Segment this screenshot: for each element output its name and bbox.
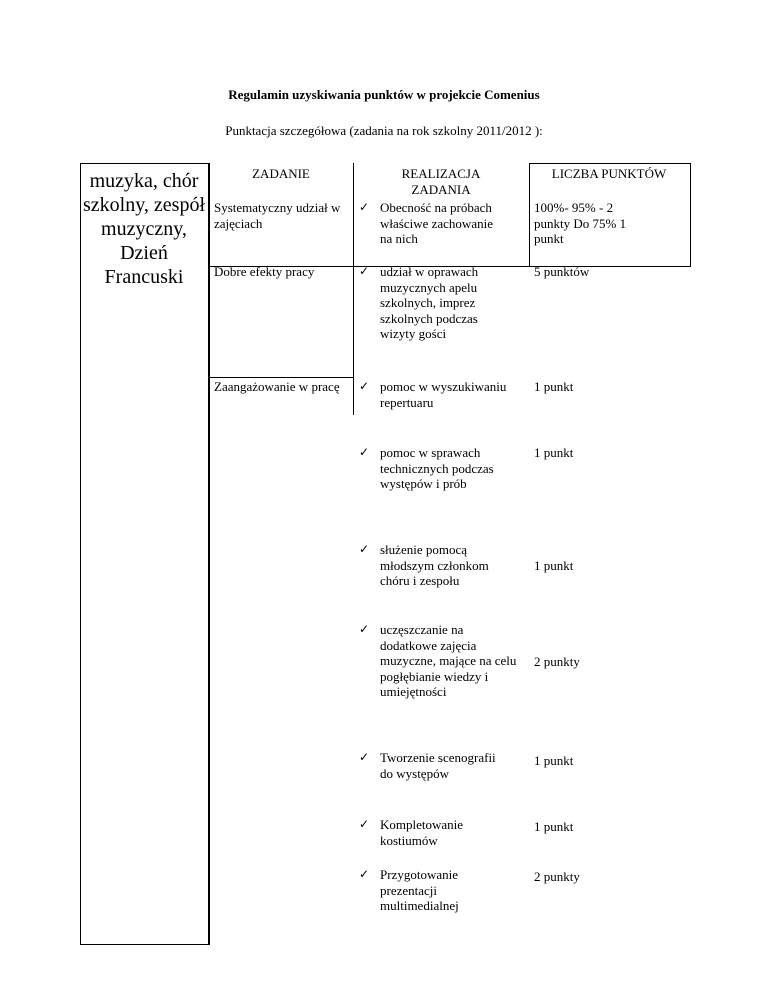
table-border [80, 163, 81, 945]
realization-item [359, 750, 519, 781]
points-cell: 2 punkty [534, 869, 580, 884]
realization-text: uczęszczanie na dodatkowe zajęcia muzyczne, mające na celu pogłębianie wiedzy i umiejętności [380, 622, 517, 700]
check-icon: ✓ [359, 542, 370, 556]
document-subtitle: Punktacja szczegółowa (zadania na rok szkolny 2011/2012 ): [225, 123, 543, 138]
check-icon: ✓ [359, 445, 370, 459]
realization-text: Obecność na próbach właściwe zachowanie na nich [380, 200, 493, 247]
column-divider [209, 163, 210, 945]
document-title: Regulamin uzyskiwania punktów w projekcie Comenius [228, 87, 540, 102]
check-icon: ✓ [359, 867, 370, 881]
table-border [80, 944, 208, 945]
realization-text: Tworzenie scenografii do występów [380, 750, 496, 781]
points-cell: 100%- 95% - 2 punkty Do 75% 1 punkt [534, 200, 627, 247]
realization-item [359, 200, 519, 247]
realization-item [359, 622, 519, 700]
realization-item [359, 264, 519, 342]
task-cell: Zaangażowanie w pracę [214, 379, 340, 394]
realization-text: Kompletowanie kostiumów [380, 817, 464, 848]
table-border [80, 163, 208, 164]
row-divider [209, 377, 354, 378]
points-cell: 2 punkty [534, 654, 580, 669]
subject-cell: muzyka, chór szkolny, zespół muzyczny, Dzień Francuski [82, 170, 205, 288]
realization-text: udział w oprawach muzycznych apelu szkolnych, imprez szkolnych podczas wizyty gości [380, 264, 479, 342]
points-cell: 5 punktów [534, 264, 590, 279]
points-cell: 1 punkt [534, 753, 574, 768]
task-cell: Systematyczny udział w zajęciach [214, 200, 341, 231]
realization-item [359, 542, 519, 589]
header-task: ZADANIE [252, 166, 310, 181]
check-icon: ✓ [359, 264, 370, 278]
realization-text: pomoc w sprawach technicznych podczas występów i prób [380, 445, 494, 492]
check-icon: ✓ [359, 622, 370, 636]
realization-item [359, 379, 519, 410]
realization-text: służenie pomocą młodszym członkom chóru i zespołu [380, 542, 489, 589]
realization-text: Przygotowanie prezentacji multimedialnej [380, 867, 459, 914]
points-cell: 1 punkt [534, 379, 574, 394]
check-icon: ✓ [359, 379, 370, 393]
column-divider [529, 163, 530, 267]
points-cell: 1 punkt [534, 558, 574, 573]
header-points: LICZBA PUNKTÓW [551, 166, 667, 181]
points-table [80, 163, 691, 945]
realization-text: pomoc w wyszukiwaniu repertuaru [380, 379, 507, 410]
points-cell: 1 punkt [534, 819, 574, 834]
check-icon: ✓ [359, 817, 370, 831]
table-border [690, 163, 691, 267]
task-cell: Dobre efekty pracy [214, 264, 315, 279]
check-icon: ✓ [359, 200, 370, 214]
check-icon: ✓ [359, 750, 370, 764]
realization-item [359, 867, 519, 914]
table-border [529, 163, 691, 164]
header-realization: REALIZACJA ZADANIA [401, 166, 481, 197]
points-cell: 1 punkt [534, 445, 574, 460]
realization-item [359, 817, 519, 848]
realization-item [359, 445, 519, 492]
